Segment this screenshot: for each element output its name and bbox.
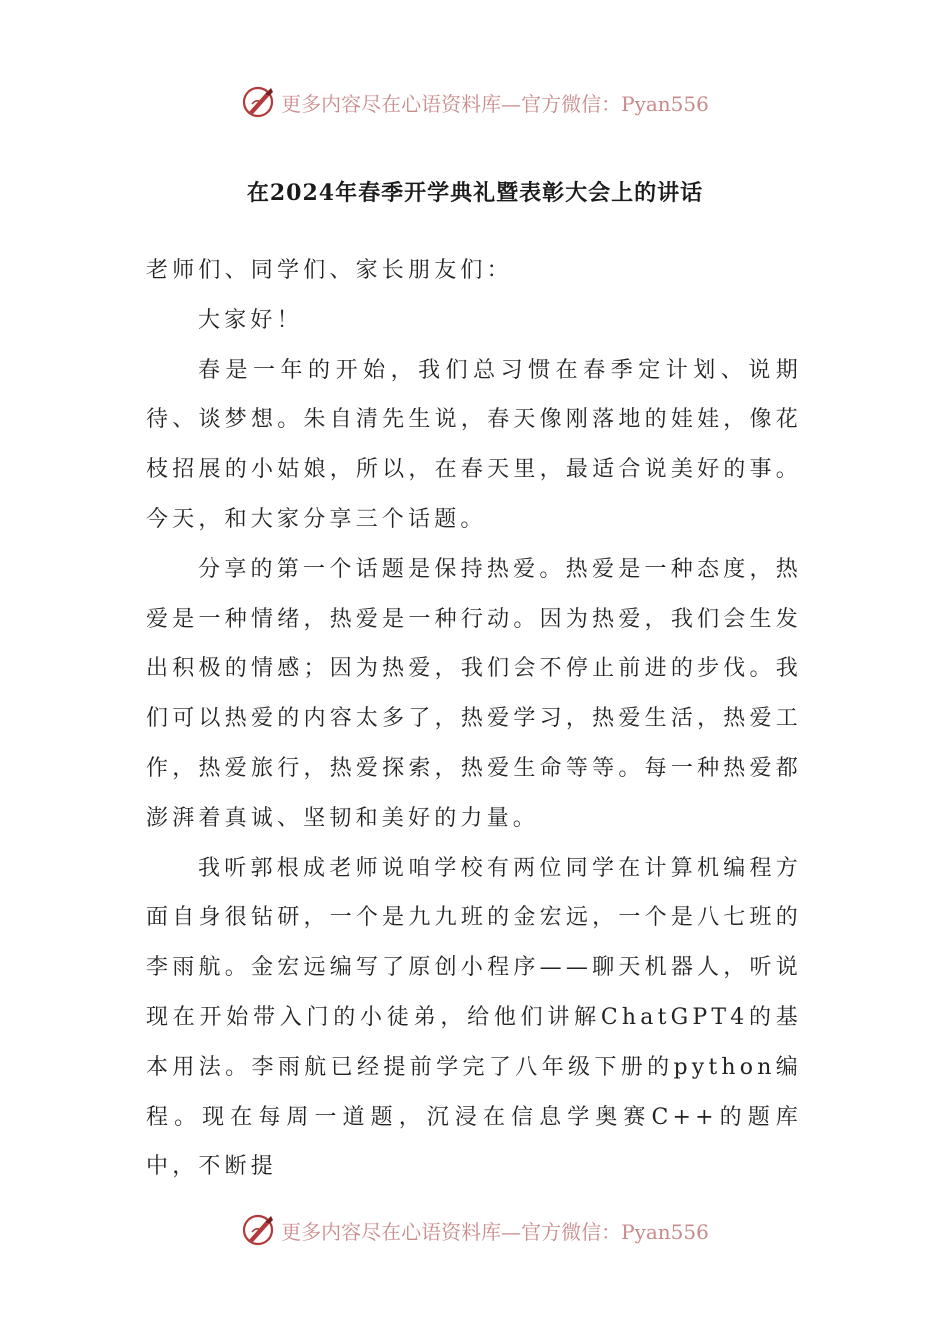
paragraph-passion: 分享的第一个话题是保持热爱。热爱是一种态度，热爱是一种情绪，热爱是一种行动。因为热爱，我们会生发出积极的情感；因为热爱，我们会不停止前进的步伐。我们可以热爱的内容太多了，热爱学习，热爱生活，热爱工作，热爱旅行，热爱探索，热爱生命等等。每一种热爱都澎湃着真诚、坚韧和美好的力量。 [146,556,802,831]
paragraph-spring: 春是一年的开始，我们总习惯在春季定计划、说期待、谈梦想。朱自清先生说，春天像刚落地的娃娃，像花枝招展的小姑娘，所以，在春天里，最适合说美好的事。今天，和大家分享三个话题。 [146,357,802,532]
pen-nib-icon [241,1212,277,1248]
paragraph-programming: 我听郭根成老师说咱学校有两位同学在计算机编程方面自身很钻研，一个是九九班的金宏远，一个是八七班的李雨航。金宏远编写了原创小程序——聊天机器人，听说现在开始带入门的小徒弟，给他们讲解ChatGPT4的基本用法。李雨航已经提前学完了八年级下册的python编程。现在每周一道题，沉浸在信息学奥赛C++的题库中，不断提 [146,855,802,1180]
paragraph-greeting: 大家好！ [198,307,303,333]
salutation: 老师们、同学们、家长朋友们： [146,258,513,283]
footer-watermark [0,1210,950,1250]
pen-nib-icon [241,84,277,120]
watermark-text: 更多内容尽在心语资料库—官方微信：Pyan556 [281,91,709,116]
document-title: 在2024年春季开学典礼暨表彰大会上的讲话 [246,180,704,206]
watermark-text: 更多内容尽在心语资料库—官方微信：Pyan556 [281,1219,709,1244]
header-watermark [0,82,950,122]
document-body [146,246,802,1192]
